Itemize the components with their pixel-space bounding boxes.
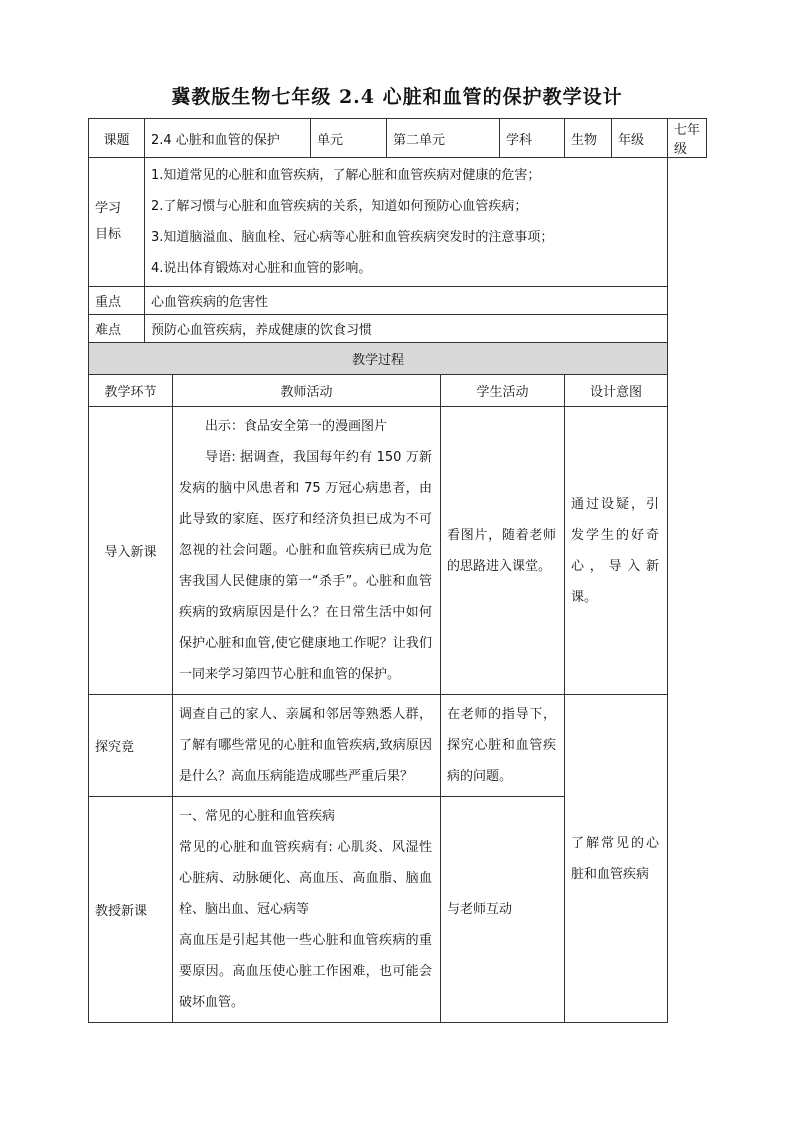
- difficulty-row: [89, 315, 707, 343]
- objective-item: 3.知道脑溢血、脑血栓、冠心病等心脏和血管疾病突发时的注意事项；: [151, 230, 554, 245]
- header-stage: 教学环节: [89, 375, 173, 407]
- objective-item: 1.知道常见的心脏和血管疾病，了解心脏和血管疾病对健康的危害；: [151, 168, 541, 183]
- objective-item: 4.说出体育锻炼对心脏和血管的影响。: [151, 261, 372, 276]
- objectives-list: [145, 158, 668, 287]
- objective-item: 2.了解习惯与心脏和血管疾病的关系，知道如何预防心血管疾病；: [151, 199, 528, 214]
- info-row: [89, 119, 707, 158]
- explore-teacher-activity: 调查自己的家人、亲属和邻居等熟悉人群，了解有哪些常见的心脏和血管疾病,致病原因是什么？高血压病能造成哪些严重后果？: [173, 695, 441, 797]
- process-header-row: [89, 343, 707, 375]
- teach-heading: 一、常见的心脏和血管疾病: [179, 809, 336, 824]
- header-student: 学生活动: [441, 375, 565, 407]
- unit-value: 第二单元: [387, 119, 500, 158]
- explore-student-activity: 在老师的指导下，探究心脏和血管疾病的问题。: [441, 695, 565, 797]
- lesson-plan-table: [88, 118, 707, 1023]
- shared-purpose: 了解常见的心脏和血管疾病: [565, 695, 668, 1023]
- objectives-label: 学习目标: [89, 158, 145, 287]
- grade-label: 年级: [612, 119, 668, 158]
- process-column-headers: [89, 375, 707, 407]
- difficulty-label: 难点: [89, 315, 145, 343]
- grade-value: 七年级: [668, 119, 707, 158]
- unit-label: 单元: [311, 119, 387, 158]
- difficulty-value: 预防心血管疾病，养成健康的饮食习惯: [145, 315, 668, 343]
- process-section-title: 教学过程: [89, 343, 668, 375]
- intro-row: [89, 407, 707, 695]
- subject-label: 学科: [500, 119, 565, 158]
- key-point-label: 重点: [89, 287, 145, 315]
- subject-value: 生物: [565, 119, 612, 158]
- explore-row: [89, 695, 707, 797]
- teach-student-activity: 与老师互动: [441, 797, 565, 1023]
- teach-stage: 教授新课: [89, 797, 173, 1023]
- intro-student-activity: 看图片，随着老师的思路进入课堂。: [441, 407, 565, 695]
- explore-stage: 探究竟: [89, 695, 173, 797]
- teach-teacher-activity: 一、常见的心脏和血管疾病 常见的心脏和血管疾病有: 心肌炎、风湿性心脏病、动脉硬化、高血压、高血脂、脑血栓、脑出血、冠心病等 高血压是引起其他一些心脏和血管疾病的重要原因。高血压使心脏工作困难，也可能会破坏血管。: [173, 797, 441, 1023]
- lesson-label: 课题: [89, 119, 145, 158]
- lesson-value: 2.4 心脏和血管的保护: [145, 119, 311, 158]
- header-purpose: 设计意图: [565, 375, 668, 407]
- objectives-row: [89, 158, 707, 287]
- key-point-row: [89, 287, 707, 315]
- intro-purpose: 通过设疑，引发学生的好奇心，导入新课。: [565, 407, 668, 695]
- intro-stage: 导入新课: [89, 407, 173, 695]
- intro-teacher-activity: 出示：食品安全第一的漫画图片 导语: 据调查，我国每年约有 150 万新发病的脑中风患者和 75 万冠心病患者，由此导致的家庭、医疗和经济负担已成为不可忽视的社会问题。心脏和血管疾病已成为危害我国人民健康的第一“杀手”。心脏和血管疾病的致病原因是什么？在日常生活中如何保护心脏和血管,使它健康地工作呢？让我们一同来学习第四节心脏和血管的保护。: [173, 407, 441, 695]
- document-title: 冀教版生物七年级 2.4 心脏和血管的保护教学设计: [171, 86, 623, 108]
- header-teacher: 教师活动: [173, 375, 441, 407]
- key-point-value: 心血管疾病的危害性: [145, 287, 668, 315]
